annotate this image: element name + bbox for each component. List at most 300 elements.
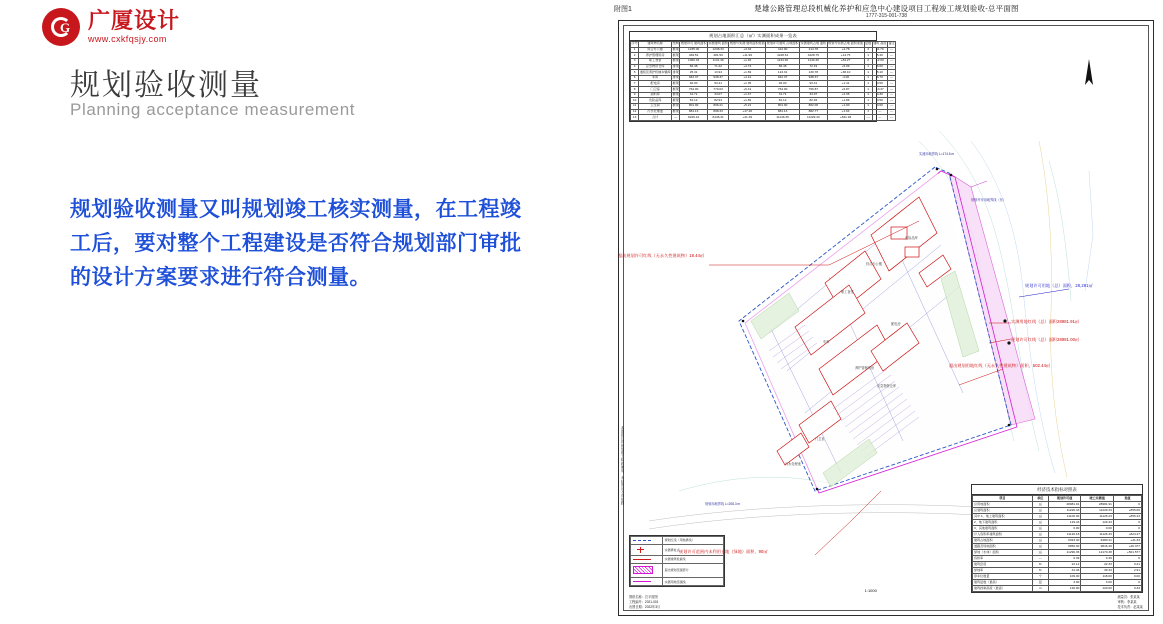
table-cell: ㎡ <box>1032 537 1048 543</box>
table-cell: 3、其他建筑面积 <box>973 525 1033 531</box>
table-cell: ㎡ <box>1032 525 1048 531</box>
table-cell: 建筑层数（最高） <box>973 579 1033 585</box>
table-cell: — <box>887 87 895 93</box>
table-cell: +6.41 <box>729 87 766 93</box>
table-cell: 938.37 <box>800 75 828 81</box>
table-cell: 28981.91 <box>1048 501 1080 507</box>
table-cell: 综合办公楼 <box>639 47 672 53</box>
table-cell: 4 <box>631 64 639 70</box>
table-cell: 13.94 <box>707 70 728 76</box>
economic-index-table-title: 经济技术指标对照表 <box>972 485 1142 494</box>
table-cell: ㎡ <box>1032 513 1048 519</box>
table-cell: 130.78 <box>800 70 828 76</box>
table-cell: 0 <box>1113 519 1141 525</box>
table-cell: 2.91 <box>1113 567 1141 573</box>
table-cell: 养护管理用房 <box>639 53 672 59</box>
table-cell: +17.20 <box>729 109 766 115</box>
table-cell: ㎡ <box>1032 543 1048 549</box>
table-cell: +4.12 <box>729 75 766 81</box>
legend <box>629 535 725 587</box>
table-cell: — <box>887 64 895 70</box>
table-cell: 34.07 <box>800 92 828 98</box>
table-cell: 6446.31 <box>707 115 728 121</box>
table-cell: +5.21 <box>729 104 766 110</box>
table-cell: 31.71 <box>680 92 708 98</box>
area-summary-table <box>629 31 895 122</box>
table-cell: +824.47 <box>1113 531 1141 537</box>
table-cell: ㎡ <box>1032 531 1048 537</box>
table-cell: 12170.38 <box>1081 549 1113 555</box>
table-cell: +1.46 <box>729 58 766 64</box>
sheet-vertical-note: 本图纸仅供规划竣工验收使用，未经许可不得复制 <box>620 425 624 505</box>
table-cell: +501.577 <box>1113 549 1141 555</box>
table-cell: — <box>887 115 895 121</box>
table-cell: 1134.30 <box>766 58 800 64</box>
callout-5: 超出规划用地红线（无永久性建筑物）面积，502.44㎡ <box>949 363 1051 368</box>
table-cell: 39.33 <box>1081 567 1113 573</box>
table-cell: 1 <box>864 104 872 110</box>
sheet-label: 附图1 <box>614 6 632 13</box>
table-cell: +6.87 <box>827 87 864 93</box>
econ-table-header-4: 差值 <box>1113 495 1141 501</box>
legend-item <box>631 563 724 577</box>
table-cell: 66.48 <box>766 64 800 70</box>
title-block-right-line-0: 测量员：张某某 <box>1117 595 1140 599</box>
table-cell: +84.27 <box>827 58 864 64</box>
table-cell: 1 <box>864 87 872 93</box>
table-cell: 4.30 <box>872 92 887 98</box>
table-cell: 1 <box>864 92 872 98</box>
table-cell: 31.71 <box>766 92 800 98</box>
table-cell: 0 <box>1113 501 1141 507</box>
table-cell: 1140.30 <box>800 58 828 64</box>
table-cell: 766.87 <box>800 87 828 93</box>
table-cell: +2.36 <box>827 92 864 98</box>
table-cell: — <box>872 115 887 121</box>
table-cell: 120.00 <box>1081 585 1113 591</box>
table-cell: 1131.46 <box>707 58 728 64</box>
area-table-header-9: 层数 <box>865 41 872 46</box>
table-cell: 11229.43 <box>1048 507 1080 513</box>
table-cell: — <box>887 98 895 104</box>
table-cell: 11100.00 <box>1048 513 1080 519</box>
table-cell: +1.41 <box>827 81 864 87</box>
callout-1: 超出规划许可红线（无永久性建筑物）18.44㎡ <box>618 253 705 258</box>
table-cell: 0 <box>1113 579 1141 585</box>
boundary-note-2: 规划许可用地界线（东） <box>971 198 1007 202</box>
table-cell: +41.39 <box>729 115 766 121</box>
north-arrow-icon <box>1081 59 1097 93</box>
table-cell: 9 <box>631 92 639 98</box>
table-cell: 0.21 <box>1113 561 1141 567</box>
area-table-header-0: 序号 <box>631 41 638 46</box>
legend-label: 实测建筑轮廓线 <box>662 555 723 563</box>
drawing-panel <box>610 0 1163 624</box>
building-label-1: 职工食堂 <box>841 290 854 294</box>
table-cell: 12.00 <box>872 58 887 64</box>
table-cell: 污水处理池 <box>639 109 672 115</box>
area-table-header-6: 规划许可建筑 占地面积 <box>766 41 799 46</box>
table-cell: 22.12 <box>1048 561 1080 567</box>
table-cell: 1 <box>864 64 872 70</box>
table-cell: 3.00 <box>1081 579 1113 585</box>
table-cell: — <box>887 104 895 110</box>
table-cell: +5.99 <box>827 64 864 70</box>
table-cell: ㎡ <box>1032 501 1048 507</box>
title-block <box>629 595 1143 611</box>
table-cell: 11126.23 <box>1081 513 1113 519</box>
table-cell: 4.50 <box>872 81 887 87</box>
table-cell: 总建筑面积 <box>973 507 1033 513</box>
table-cell: 1 <box>864 81 872 87</box>
table-cell: +1.00 <box>827 104 864 110</box>
table-cell: 其中 1、地上建筑面积 <box>973 513 1033 519</box>
boundary-note-0: 规划用地界线 L=208.3 m <box>705 502 741 506</box>
building-label-0: 综合办公楼 <box>866 262 882 266</box>
table-cell: 92.00 <box>680 81 708 87</box>
legend-symbol-magenta-hatch-icon <box>631 563 663 577</box>
table-cell: 框架 <box>672 80 679 85</box>
table-cell: 建筑占地面积 <box>973 537 1033 543</box>
table-cell: -4.00 <box>827 75 864 81</box>
table-cell: 2 <box>864 58 872 64</box>
table-cell: 框架 <box>672 109 679 114</box>
table-cell: +1.35 <box>729 81 766 87</box>
table-cell: 应急物资仓库 <box>639 64 672 70</box>
table-cell: 802.00 <box>800 104 828 110</box>
table-cell: 建筑控制高度（最高） <box>973 585 1033 591</box>
table-cell: — <box>872 109 887 115</box>
table-cell: 124.31 <box>766 70 800 76</box>
table-cell: 层 <box>1032 579 1048 585</box>
table-cell: ㎡ <box>1032 549 1048 555</box>
table-cell: 2、地下建筑面积 <box>973 519 1033 525</box>
table-cell: 4.50 <box>872 98 887 104</box>
table-cell: 6226.44 <box>680 115 708 121</box>
building-label-5: 门卫室 <box>815 437 825 441</box>
table-cell: 881.13 <box>680 109 708 115</box>
table-cell: 6.70 <box>872 75 887 81</box>
economic-index-table <box>971 484 1143 593</box>
table-cell: 118.00 <box>1081 573 1113 579</box>
brand-name: 广厦设计 <box>88 8 181 34</box>
title-block-right <box>1118 595 1144 609</box>
table-cell: — <box>672 115 680 121</box>
title-block-left <box>629 595 660 609</box>
building-label-4: 应急物资仓库 <box>877 384 897 388</box>
table-cell: 770.03 <box>707 87 728 93</box>
drawing-scale: 1:1000 <box>864 588 877 593</box>
table-cell: 764.00 <box>766 87 800 93</box>
legend-label: 实测界址点 <box>662 544 723 555</box>
table-cell: 5.10 <box>872 70 887 76</box>
table-cell: 11229.43 <box>800 115 828 121</box>
page-subtitle: Planning acceptance measurement <box>70 100 356 119</box>
legend-symbol-cross-red-icon <box>631 544 663 555</box>
building-label-3: 养护管理用房 <box>855 366 875 370</box>
table-cell: 6 <box>631 75 639 81</box>
table-cell: 绿地（水体）面积 <box>973 549 1033 555</box>
table-cell: 道路及场地面积 <box>973 543 1033 549</box>
table-cell: 5.40 <box>872 53 887 59</box>
table-cell: 4228.75 <box>800 53 828 59</box>
table-cell: 81.12 <box>766 98 800 104</box>
table-cell: 0.00 <box>1048 525 1080 531</box>
legend-label: 超出规划范围部分 <box>662 563 723 577</box>
callout-4: 规划许可红线（总）面积28981.00㎡ <box>1011 337 1080 342</box>
table-cell: +1.69 <box>729 70 766 76</box>
table-cell: 11 <box>631 104 639 110</box>
area-table-header-2: 结构 <box>672 41 679 46</box>
table-cell: 容积率 <box>973 555 1033 561</box>
table-cell: 框架 <box>672 92 679 97</box>
table-cell: 框架 <box>672 58 679 63</box>
table-cell: 13.37 <box>872 87 887 93</box>
table-cell: — <box>887 75 895 81</box>
table-cell: 481.50 <box>707 53 728 59</box>
title-block-left-line-2: 出图日期：2022年3月 <box>629 604 661 609</box>
brand-url: www.cxkfqsjy.com <box>88 33 167 44</box>
table-cell: 82.94 <box>800 98 828 104</box>
table-cell: 计入容积率建筑面积 <box>973 531 1033 537</box>
table-cell: 11.70 <box>872 47 887 53</box>
area-table-header-7: 实测建筑占地 面积 <box>800 41 827 46</box>
table-cell: 6.00 <box>872 64 887 70</box>
table-cell: 框架 <box>672 97 679 102</box>
table-cell: 764.00 <box>680 87 708 93</box>
table-cell: 71.22 <box>707 64 728 70</box>
table-cell: 92.00 <box>766 81 800 87</box>
table-cell: 1 <box>864 75 872 81</box>
table-cell: 8 <box>631 87 639 93</box>
table-cell: 34.07 <box>707 92 728 98</box>
sheet-subtitle: 1777-315-001-738 <box>865 13 908 19</box>
table-cell: +14.75 <box>827 53 864 59</box>
table-cell: +20.377 <box>1113 543 1141 549</box>
table-cell: 12 <box>631 109 639 115</box>
table-cell: 1060.33 <box>680 58 708 64</box>
table-cell: — <box>887 70 895 76</box>
table-cell: 9816.40 <box>1081 543 1113 549</box>
brand-text <box>88 10 180 45</box>
body-paragraph: 规划验收测量又叫规划竣工核实测量，在工程竣工后，要对整个工程建设是否符合规划部门审批的设计方案要求进行符合测量。 <box>70 197 522 290</box>
area-table-header-8: 规划与实测占地 面积差值 <box>828 41 864 46</box>
table-cell: 414.78 <box>800 47 828 53</box>
area-table-header-1: 建筑物名称 <box>639 42 672 48</box>
table-row <box>973 585 1142 591</box>
econ-table-header-1: 单位 <box>1032 495 1048 501</box>
callout-2: 规划许可用地（总）面积，28,281㎡ <box>1025 283 1093 288</box>
building-label-7: 危险品库 <box>905 236 918 240</box>
table-cell: +1.64 <box>827 109 864 115</box>
area-table-header-4: 实测建筑 面积 <box>708 41 728 46</box>
area-summary-table-title: 规划占地面积汇总（㎡）实测面积成果一览表 <box>630 32 876 41</box>
table-cell: 绿地率 <box>973 567 1033 573</box>
table-cell: 3 <box>864 47 872 53</box>
table-cell: 3.00 <box>1048 579 1080 585</box>
table-cell: 1 <box>864 98 872 104</box>
area-table-header-10: 建筑 高度 <box>873 41 887 46</box>
table-cell: 412.00 <box>766 47 800 53</box>
sheet-title: 楚雄公路管理总段机械化养护和应急中心建设项目工程竣工规划验收-总平面图 <box>754 4 1019 13</box>
table-cell: — <box>887 53 895 59</box>
table-cell: 1235.00 <box>680 47 708 53</box>
table-cell: 898.33 <box>707 109 728 115</box>
table-cell: 4228.61 <box>766 53 800 59</box>
table-cell: +41.33 <box>1113 537 1141 543</box>
legend-symbol-solid-red-line-icon <box>631 555 663 563</box>
table-cell: +4.74 <box>729 64 766 70</box>
table-cell: 0.00 <box>1081 525 1113 531</box>
building-label-2: 车库 <box>823 340 830 344</box>
area-table-header-5: 规划与实测 建筑面积差值 <box>729 41 765 46</box>
table-cell: 合计 <box>639 115 672 121</box>
table-cell: 框架 <box>672 103 679 108</box>
table-cell: 个 <box>1032 573 1048 579</box>
table-cell: 129.43 <box>1081 519 1113 525</box>
table-cell: +38.10 <box>827 70 864 76</box>
table-cell: 卫生间 <box>639 104 672 110</box>
table-cell: 3 <box>631 58 639 64</box>
brand-logo <box>42 8 180 46</box>
table-cell: 3.60 <box>872 104 887 110</box>
table-cell: 职工食堂 <box>639 58 672 64</box>
table-cell: 排架 <box>672 69 679 74</box>
table-cell: 801.00 <box>680 104 708 110</box>
table-row <box>631 115 896 121</box>
table-cell: 1 <box>864 70 872 76</box>
callout-6: 规划许可范围内未利用土地（绿地）面积，90㎡ <box>679 549 768 554</box>
table-cell: 806.21 <box>707 104 728 110</box>
table-cell: +11.99 <box>729 53 766 59</box>
table-cell: +841.93 <box>827 115 864 121</box>
table-cell: 5 <box>631 70 639 76</box>
table-cell: % <box>1032 561 1048 567</box>
table-cell: 9850.00 <box>1048 543 1080 549</box>
table-cell: 881.13 <box>766 109 800 115</box>
table-cell: ㎡ <box>1032 507 1048 513</box>
boundary-note-1: 实测用地界线 L=174.6 m <box>919 152 955 156</box>
table-cell: 13 <box>631 115 639 121</box>
title-block-right-line-2: 技术负责：赵某某 <box>1117 604 1143 609</box>
table-cell: 车库 <box>639 75 672 81</box>
table-cell: 11126.33 <box>1081 531 1113 537</box>
table-cell: 门卫室 <box>639 87 672 93</box>
table-cell: 82.94 <box>707 98 728 104</box>
table-cell: 28981.91 <box>1081 501 1113 507</box>
legend-item <box>631 578 724 586</box>
table-cell: 882.77 <box>800 109 828 115</box>
legend-item <box>631 537 724 545</box>
table-cell: 1 <box>864 53 872 59</box>
drawing-frame <box>618 20 1154 616</box>
econ-table-header-3: 竣工实测值 <box>1081 495 1113 501</box>
table-cell: — <box>1032 555 1048 561</box>
legend-item <box>631 555 724 563</box>
table-cell: 排架 <box>672 75 679 80</box>
logo-letter: G <box>59 20 71 35</box>
logo-icon <box>42 8 80 46</box>
table-cell: +855.06 <box>1113 507 1141 513</box>
table-cell: 配电房 <box>639 81 672 87</box>
table-cell: 942.37 <box>680 75 708 81</box>
table-cell: 0 <box>1113 555 1141 561</box>
table-cell: — <box>864 115 872 121</box>
table-cell: +1.86 <box>827 98 864 104</box>
table-cell: 危险品库 <box>639 98 672 104</box>
table-cell: +2.78 <box>827 47 864 53</box>
table-cell: 道班及养护机械车辆库 <box>639 69 671 74</box>
table-cell: 942.37 <box>766 75 800 81</box>
table-cell: 120.00 <box>1048 585 1080 591</box>
title-block-left-line-0: 图纸名称：总平面图 <box>629 595 658 599</box>
table-cell: 11229.43 <box>1081 507 1113 513</box>
page-title: 规划验收测量 <box>70 68 262 103</box>
table-cell: 建筑密度 <box>973 561 1033 567</box>
table-cell: 7 <box>631 81 639 87</box>
legend-label: 规划红线（用地界线） <box>662 537 723 545</box>
table-cell: 油料库 <box>639 92 672 98</box>
table-cell: 框架 <box>672 47 679 52</box>
table-cell: 1 <box>631 47 639 53</box>
building-label-6: 配电房 <box>891 322 901 326</box>
table-cell: 框架 <box>672 52 679 57</box>
table-cell: +3.33 <box>729 47 766 53</box>
table-cell: — <box>887 109 895 115</box>
table-cell: +1.47 <box>729 92 766 98</box>
table-cell: 总用地面积 <box>973 501 1033 507</box>
table-cell: 11120.18 <box>1048 531 1080 537</box>
area-table-header-3: 规划许可 建筑面积 <box>680 41 707 46</box>
table-cell: — <box>887 58 895 64</box>
table-cell: 93.41 <box>800 81 828 87</box>
table-cell: 72.19 <box>800 64 828 70</box>
table-cell: 801.00 <box>766 104 800 110</box>
table-cell: 109.00 <box>1048 573 1080 579</box>
econ-table-header-0: 项目 <box>973 495 1033 501</box>
table-cell: 129.43 <box>1048 519 1080 525</box>
table-cell: 0.39 <box>1048 555 1080 561</box>
table-cell: 6480.41 <box>1081 537 1113 543</box>
building-label-8: 污水处理池 <box>785 462 801 466</box>
table-cell: 6323.40 <box>1048 537 1080 543</box>
table-cell: 停车位数量 <box>973 573 1033 579</box>
table-cell: 11299.35 <box>1048 549 1080 555</box>
table-cell: +1.82 <box>729 98 766 104</box>
table-cell: 0.39 <box>1081 555 1113 561</box>
table-cell: 31.46 <box>1048 567 1080 573</box>
table-cell: 2 <box>631 53 639 59</box>
table-cell: 1 <box>864 109 872 115</box>
table-cell: 9.00 <box>1113 573 1141 579</box>
table-cell: 469.51 <box>680 53 708 59</box>
table-cell: — <box>887 92 895 98</box>
table-cell: 25.31 <box>680 70 708 76</box>
table-cell: m <box>1032 585 1048 591</box>
table-cell: % <box>1032 567 1048 573</box>
table-cell: 0 <box>1113 525 1141 531</box>
table-cell: 938.37 <box>707 75 728 81</box>
legend-symbol-solid-magenta-line-icon <box>631 578 663 586</box>
table-cell: 框架 <box>672 86 679 91</box>
table-cell: 10 <box>631 98 639 104</box>
table-cell: +855.23 <box>1113 513 1141 519</box>
table-cell: — <box>887 81 895 87</box>
table-cell: 93.41 <box>707 81 728 87</box>
table-cell: 81.12 <box>680 98 708 104</box>
title-block-left-line-1: 工程编号：2021-001 <box>629 599 659 604</box>
title-block-right-line-1: 审核：李某某 <box>1117 599 1137 604</box>
